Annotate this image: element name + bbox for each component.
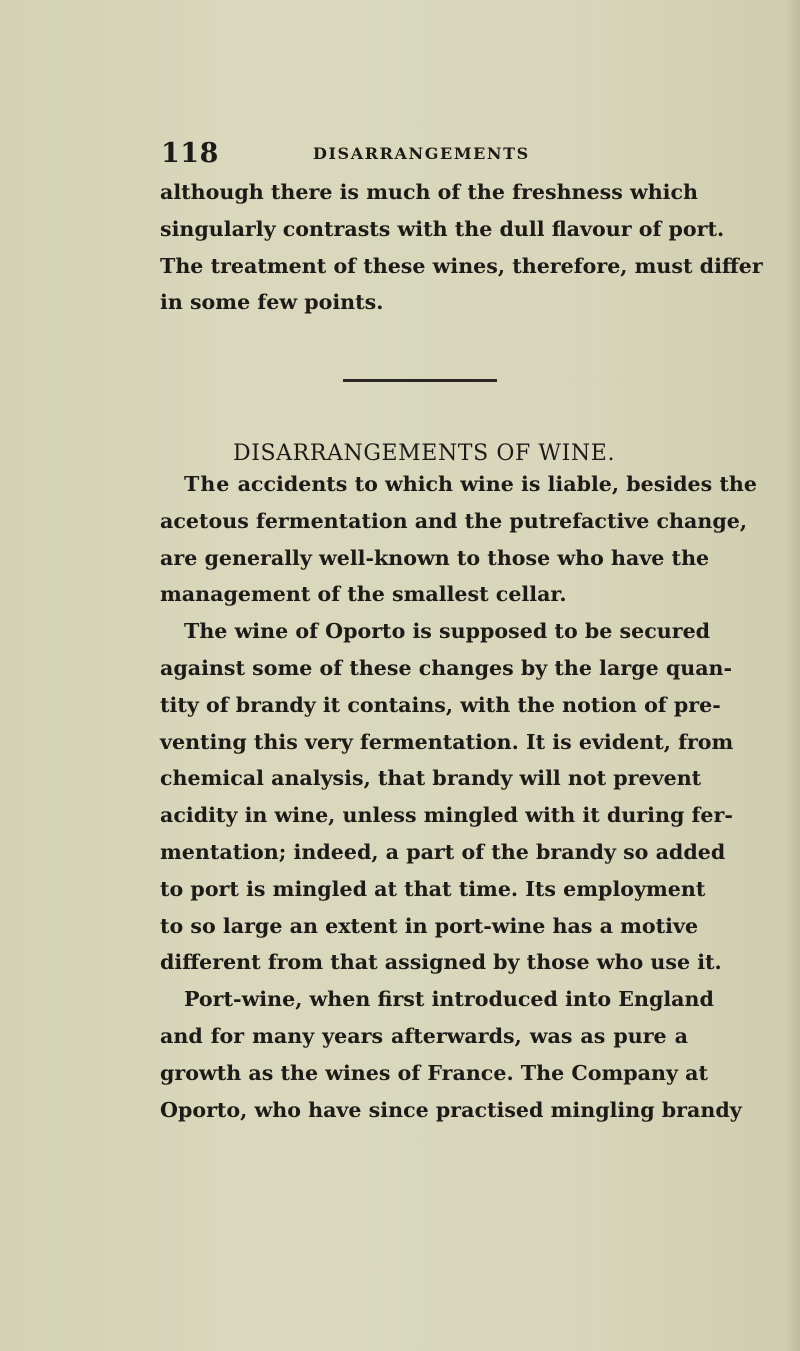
text-line: chemical analysis, that brandy will not prevent: [160, 766, 702, 791]
text-line: The wine of Oporto is supposed to be secured: [184, 619, 711, 644]
text-line: acetous fermentation and the putrefactive change,: [160, 508, 748, 533]
text-line: mentation; indeed, a part of the brandy so added: [160, 839, 726, 864]
text-line: singularly contrasts with the dull flavour of port.: [160, 216, 725, 241]
lead-word: The: [184, 472, 231, 496]
section-divider-rule: [343, 379, 497, 382]
text-line-with-lead: [160, 466, 758, 503]
text-line: tity of brandy it contains, with the notion of pre-: [160, 692, 721, 717]
running-title: DISARRANGEMENTS: [313, 144, 530, 163]
text-line: Port-wine, when first introduced into England: [184, 987, 714, 1012]
text-fragment: accidents to which wine is liable, besides the: [230, 472, 758, 496]
text-line: acidity in wine, unless mingled with it during fer-: [160, 803, 733, 828]
running-head: [161, 138, 551, 178]
text-line: against some of these changes by the large quan-: [160, 655, 733, 680]
text-line: growth as the wines of France. The Company at: [160, 1060, 708, 1085]
paragraph-continuation: [160, 174, 763, 321]
text-line: although there is much of the freshness which: [160, 180, 699, 204]
text-line: venting this very fermentation. It is evident, from: [160, 729, 734, 754]
section-body: [160, 466, 758, 1128]
section-heading: DISARRANGEMENTS OF WINE.: [232, 441, 616, 466]
text-line: management of the smallest cellar.: [160, 582, 567, 607]
text-line: The treatment of these wines, therefore, must differ: [160, 253, 763, 278]
text-line: to so large an extent in port-wine has a motive: [160, 913, 699, 938]
text-line: different from that assigned by those who use it.: [160, 950, 722, 975]
text-line: Oporto, who have since practised mingling brandy: [160, 1097, 742, 1122]
text-line: and for many years afterwards, was as pure a: [160, 1023, 688, 1048]
text-line: in some few points.: [160, 290, 384, 315]
text-line: are generally well-known to those who have the: [160, 545, 710, 570]
text-line: to port is mingled at that time. Its employment: [160, 876, 706, 901]
page-edge-shadow: [786, 0, 800, 1351]
page-number: 118: [161, 138, 219, 169]
